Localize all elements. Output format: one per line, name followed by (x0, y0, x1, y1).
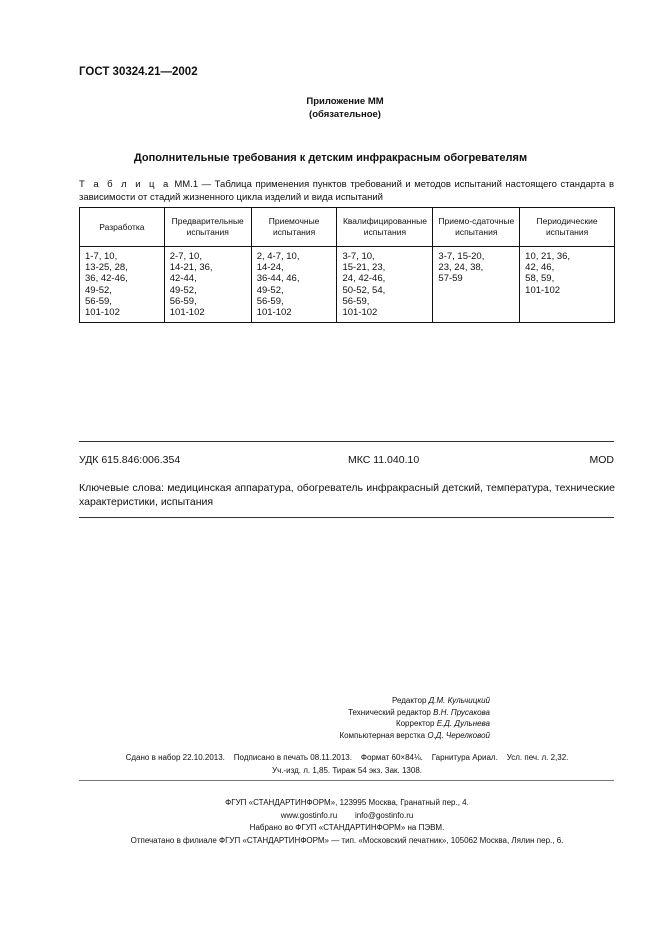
credit-role: Технический редактор (348, 707, 431, 717)
cell-line: 56-59, (256, 295, 284, 307)
cell-line: 14-24, (256, 262, 284, 274)
footer-line: Набрано во ФГУП «СТАНДАРТИНФОРМ» на ПЭВМ. (249, 823, 445, 832)
divider (79, 780, 614, 781)
publisher-footer (79, 797, 615, 847)
cell-line: 15-21, 23, (342, 262, 386, 274)
table-caption (79, 178, 614, 204)
cell-line: 24, 42-46, (342, 273, 386, 285)
credit-line (170, 730, 490, 742)
cell-line: 13-25, 28, (85, 262, 128, 274)
credit-name: О.Д. Черелковой (427, 730, 490, 740)
cell-line: 36, 42-46, (85, 273, 128, 285)
cell-line: 50-52, 54, (342, 284, 386, 296)
credit-name: В.Н. Прусакова (433, 707, 490, 717)
table-cell-acceptance (251, 247, 337, 323)
cell-line: 58, 59, (525, 273, 555, 285)
cell-line: 2-7, 10, (169, 251, 202, 262)
keywords: Ключевые слова: медицинская аппаратура, обогреватель инфракрасный детский, температура, технические характеристики, испытания (79, 482, 615, 508)
credit-line (170, 707, 490, 719)
requirements-table (79, 207, 615, 323)
table-cell-qualification (337, 247, 433, 323)
mod-mark: MOD (589, 454, 614, 466)
cell-line: 101-102 (256, 307, 292, 319)
cell-line: 23, 24, 38, (438, 262, 484, 274)
footer-line: www.gostinfo.ru info@gostinfo.ru (280, 810, 414, 820)
cell-line: 56-59, (169, 295, 197, 307)
appendix-status: (обязательное) (309, 109, 381, 120)
cell-line: 101-102 (342, 307, 378, 319)
credit-name: Д.М. Кульчицкий (428, 696, 490, 705)
cell-line: 101-102 (85, 307, 120, 319)
table-header-cell: Квалифицированные испытания (337, 208, 433, 247)
cell-line: 42-44, (169, 273, 197, 285)
credits-block (170, 695, 490, 741)
credit-line (170, 718, 490, 730)
cell-line: 56-59, (342, 295, 370, 307)
appendix-title: Приложение ММ (306, 96, 384, 107)
cell-line: 49-52, (85, 284, 112, 296)
cell-line: 56-59, (85, 295, 112, 307)
cell-line: 101-102 (525, 284, 561, 296)
cell-line: 2, 4-7, 10, (256, 251, 300, 262)
cell-line: 14-21, 36, (169, 262, 213, 274)
table-header-cell: Приемочные испытания (251, 208, 337, 247)
table-cell-delivery (433, 247, 520, 323)
mks-code: МКС 11.040.10 (348, 454, 420, 466)
credit-name: Е.Д. Дульнева (436, 719, 490, 728)
cell-line: 1-7, 10, (85, 251, 118, 262)
credit-role: Компьютерная верстка (339, 730, 426, 740)
credit-role: Редактор (391, 696, 427, 705)
caption-text: ММ.1 — Таблица применения пунктов требований и методов испытаний настоящего стандарта в зависимости от стадий жизненного цикла изделий и вида испытаний (79, 179, 614, 203)
udk-code: УДК 615.846:006.354 (79, 454, 181, 466)
table-cell-preliminary (164, 247, 251, 323)
table-cell-periodic (520, 247, 615, 323)
table-header-cell: Предварительные испытания (164, 208, 251, 247)
publication-details-2: Уч.-изд. л. 1,85. Тираж 54 экз. Зак. 1308. (272, 766, 422, 775)
footer-line: ФГУП «СТАНДАРТИНФОРМ», 123995 Москва, Гранатный пер., 4. (225, 798, 469, 807)
cell-line: 42, 46, (525, 262, 555, 274)
table-header-row (80, 208, 615, 247)
table-header-cell: Разработка (80, 208, 165, 247)
cell-line: 3-7, 15-20, (438, 251, 485, 262)
caption-prefix: Т а б л и ц а (79, 179, 171, 190)
divider (79, 441, 614, 442)
standard-header: ГОСТ 30324.21—2002 (79, 66, 198, 78)
credit-line (170, 695, 490, 707)
cell-line: 101-102 (169, 307, 205, 319)
table-header-cell: Периодические испытания (520, 208, 615, 247)
cell-line: 3-7, 10, (342, 251, 375, 262)
cell-line: 57-59 (438, 273, 463, 285)
cell-line: 49-52, (169, 284, 197, 296)
publication-details: Сдано в набор 22.10.2013. Подписано в печать 08.11.2013. Формат 60×84⅛. Гарнитура Ариал. Усл. печ. л. 2,32. (125, 753, 569, 762)
section-title: Дополнительные требования к детским инфракрасным обогревателям (133, 152, 528, 164)
table-cell-development (80, 247, 165, 323)
divider (79, 517, 614, 518)
footer-line: Отпечатано в филиале ФГУП «СТАНДАРТИНФОРМ» — тип. «Московский печатник», 105062 Москва, Лялин пер., 6. (130, 835, 564, 845)
table-header-cell: Приемо-сдаточные испытания (433, 208, 520, 247)
credit-role: Корректор (395, 719, 435, 728)
table-row (80, 247, 615, 323)
cell-line: 49-52, (256, 284, 284, 296)
cell-line: 36-44, 46, (256, 273, 300, 285)
cell-line: 10, 21, 36, (525, 251, 571, 262)
